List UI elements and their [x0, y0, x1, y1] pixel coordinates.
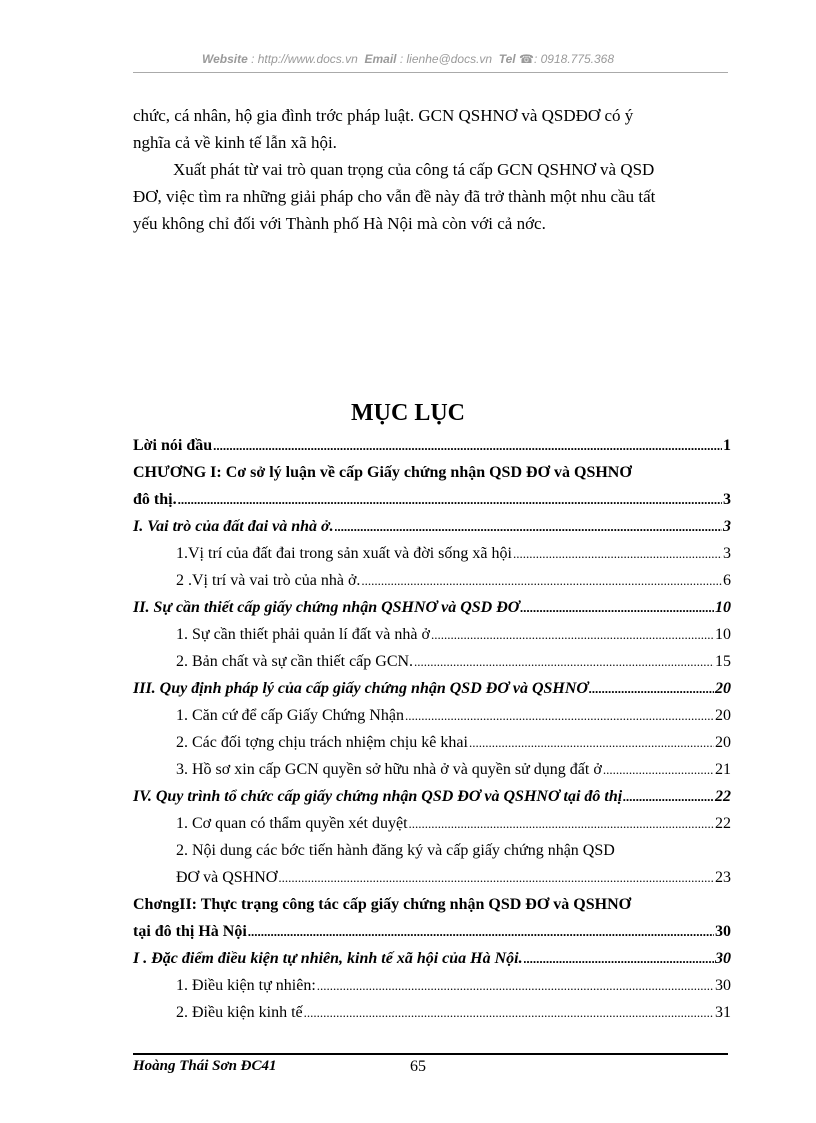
tel-value: : 0918.775.368 — [533, 52, 615, 66]
toc-entry-first-line[interactable]: ChơngII: Thực trạng công tác cấp giấy chứng nhận QSD ĐƠ và QSHNƠ — [133, 896, 632, 913]
toc-leader — [278, 864, 714, 891]
toc-entry-page: 31 — [715, 1004, 731, 1021]
toc-leader — [469, 729, 714, 756]
email-label: Email — [364, 52, 397, 66]
toc-leader — [431, 621, 714, 648]
toc-entry-text: 2 .Vị trí và vai trò của nhà ở. — [176, 572, 361, 589]
toc-leader — [248, 918, 714, 945]
toc-leader — [317, 972, 714, 999]
toc-leader — [304, 999, 714, 1026]
toc-entry-text: 1. Cơ quan có thẩm quyền xét duyệt — [176, 815, 408, 832]
toc-entry[interactable] — [133, 513, 731, 540]
page-header — [0, 52, 816, 66]
toc-entry[interactable] — [133, 702, 731, 729]
header-divider — [133, 72, 728, 73]
toc-entry-page: 21 — [715, 761, 731, 778]
toc-leader — [603, 756, 714, 783]
toc-entry-page: 30 — [715, 977, 731, 994]
toc-entry-text: ĐƠ và QSHNƠ — [176, 869, 278, 886]
toc-leader — [409, 810, 714, 837]
intro-paragraph-2-line-2: ĐƠ, việc tìm ra những giải pháp cho vẫn đề này đã trở thành một nhu cầu tất — [133, 187, 656, 206]
toc-leader — [520, 594, 714, 621]
toc-leader — [178, 486, 722, 513]
toc-entry-page: 15 — [715, 653, 731, 670]
toc-leader — [589, 675, 714, 702]
toc-entry-page: 22 — [715, 788, 731, 805]
intro-paragraph-1-line-2: nghĩa cả về kinh tế lẫn xã hội. — [133, 133, 337, 152]
toc-leader — [524, 945, 714, 972]
toc-entry-page: 30 — [715, 923, 731, 940]
intro-paragraph-2-line-3: yếu không chỉ đối với Thành phố Hà Nội mà còn với cả nớc. — [133, 214, 546, 233]
toc-entry-page: 10 — [715, 626, 731, 643]
toc-entry-page: 23 — [715, 869, 731, 886]
toc-entry[interactable] — [133, 945, 731, 972]
toc-entry-page: 20 — [715, 707, 731, 724]
toc-entry[interactable] — [133, 648, 731, 675]
toc-leader — [623, 783, 714, 810]
tel-label: Tel — [498, 52, 516, 66]
toc-entry-text: II. Sự cần thiết cấp giấy chứng nhận QSHNƠ và QSD ĐƠ — [133, 599, 520, 616]
toc-entry-text: 3. Hồ sơ xin cấp GCN quyền sở hữu nhà ở và quyền sử dụng đất ở — [176, 761, 602, 778]
toc-entry[interactable] — [133, 756, 731, 783]
email-value: : lienhe@docs.vn — [399, 52, 493, 66]
toc-entry-page: 10 — [715, 599, 731, 616]
toc-leader — [361, 567, 722, 594]
toc-entry[interactable] — [133, 972, 731, 999]
footer-divider — [133, 1053, 728, 1055]
toc-entry-text: I. Vai trò của đất đai và nhà ở. — [133, 518, 334, 535]
website-label: Website — [201, 52, 248, 66]
toc-entry-page: 3 — [723, 518, 731, 535]
toc-entry-text: 1. Căn cứ để cấp Giấy Chứng Nhận — [176, 707, 404, 724]
toc-entry-text: Lời nói đầu — [133, 437, 213, 454]
intro-paragraph-2-line-1: Xuất phát từ vai trò quan trọng của công tá cấp GCN QSHNƠ và QSD — [173, 160, 655, 179]
toc-leader — [335, 513, 722, 540]
phone-icon: ☎ — [519, 52, 534, 66]
toc-entry[interactable] — [133, 486, 731, 513]
toc-entry[interactable] — [133, 594, 731, 621]
toc-entry-page: 3 — [723, 491, 731, 508]
toc-entry-text: 2. Các đối tợng chịu trách nhiệm chịu kê khai — [176, 734, 468, 751]
toc-entry[interactable] — [133, 621, 731, 648]
toc-leader — [513, 540, 722, 567]
toc-entry-text: tại đô thị Hà Nội — [133, 923, 247, 940]
footer-author: Hoàng Thái Sơn ĐC41 — [133, 1058, 277, 1074]
toc-entry-first-line[interactable]: CHƯƠNG I: Cơ sở lý luận về cấp Giấy chứng nhận QSD ĐƠ và QSHNƠ — [133, 464, 632, 481]
toc-leader — [405, 702, 714, 729]
toc-entry-page: 22 — [715, 815, 731, 832]
toc-entry-page: 1 — [723, 437, 731, 454]
table-of-contents — [133, 432, 731, 1026]
toc-entry-text: 2. Bản chất và sự cần thiết cấp GCN. — [176, 653, 414, 670]
toc-entry[interactable] — [133, 918, 731, 945]
toc-title: MỤC LỤC — [351, 400, 465, 426]
toc-entry[interactable] — [133, 675, 731, 702]
toc-entry-text: 1. Sự cần thiết phải quản lí đất và nhà ở — [176, 626, 430, 643]
toc-entry-text: 1.Vị trí của đất đai trong sản xuất và đời sống xã hội — [176, 545, 512, 562]
toc-entry-page: 20 — [715, 734, 731, 751]
toc-entry[interactable] — [133, 783, 731, 810]
toc-entry-text: IV. Quy trình tổ chức cấp giấy chứng nhận QSD ĐƠ và QSHNƠ tại đô thị — [133, 788, 623, 805]
toc-entry-text: 1. Điều kiện tự nhiên: — [176, 977, 316, 994]
toc-entry-text: đô thị. — [133, 491, 177, 508]
toc-entry-text: I . Đặc điểm điều kiện tự nhiên, kinh tế xã hội của Hà Nội. — [133, 950, 523, 967]
toc-entry[interactable] — [133, 864, 731, 891]
toc-entry[interactable] — [133, 729, 731, 756]
toc-entry[interactable] — [133, 810, 731, 837]
website-value: : http://www.docs.vn — [251, 52, 358, 66]
page-number: 65 — [410, 1058, 426, 1075]
toc-entry[interactable] — [133, 999, 731, 1026]
toc-entry-page: 30 — [715, 950, 731, 967]
toc-entry-text: 2. Điều kiện kinh tế — [176, 1004, 303, 1021]
intro-text — [133, 102, 721, 237]
toc-entry-text: III. Quy định pháp lý của cấp giấy chứng nhận QSD ĐƠ và QSHNƠ — [133, 680, 588, 697]
intro-paragraph-1-line-1: chức, cá nhân, hộ gia đình trớc pháp luật. GCN QSHNƠ và QSDĐƠ có ý — [133, 106, 634, 125]
toc-entry-page: 6 — [723, 572, 731, 589]
toc-entry-page: 3 — [723, 545, 731, 562]
toc-entry-page: 20 — [715, 680, 731, 697]
toc-entry[interactable] — [133, 432, 731, 459]
toc-entry[interactable] — [133, 540, 731, 567]
toc-entry[interactable] — [133, 567, 731, 594]
toc-entry-first-line[interactable]: 2. Nội dung các bớc tiến hành đăng ký và cấp giấy chứng nhận QSD — [176, 842, 615, 859]
toc-leader — [213, 432, 722, 459]
toc-leader — [414, 648, 714, 675]
